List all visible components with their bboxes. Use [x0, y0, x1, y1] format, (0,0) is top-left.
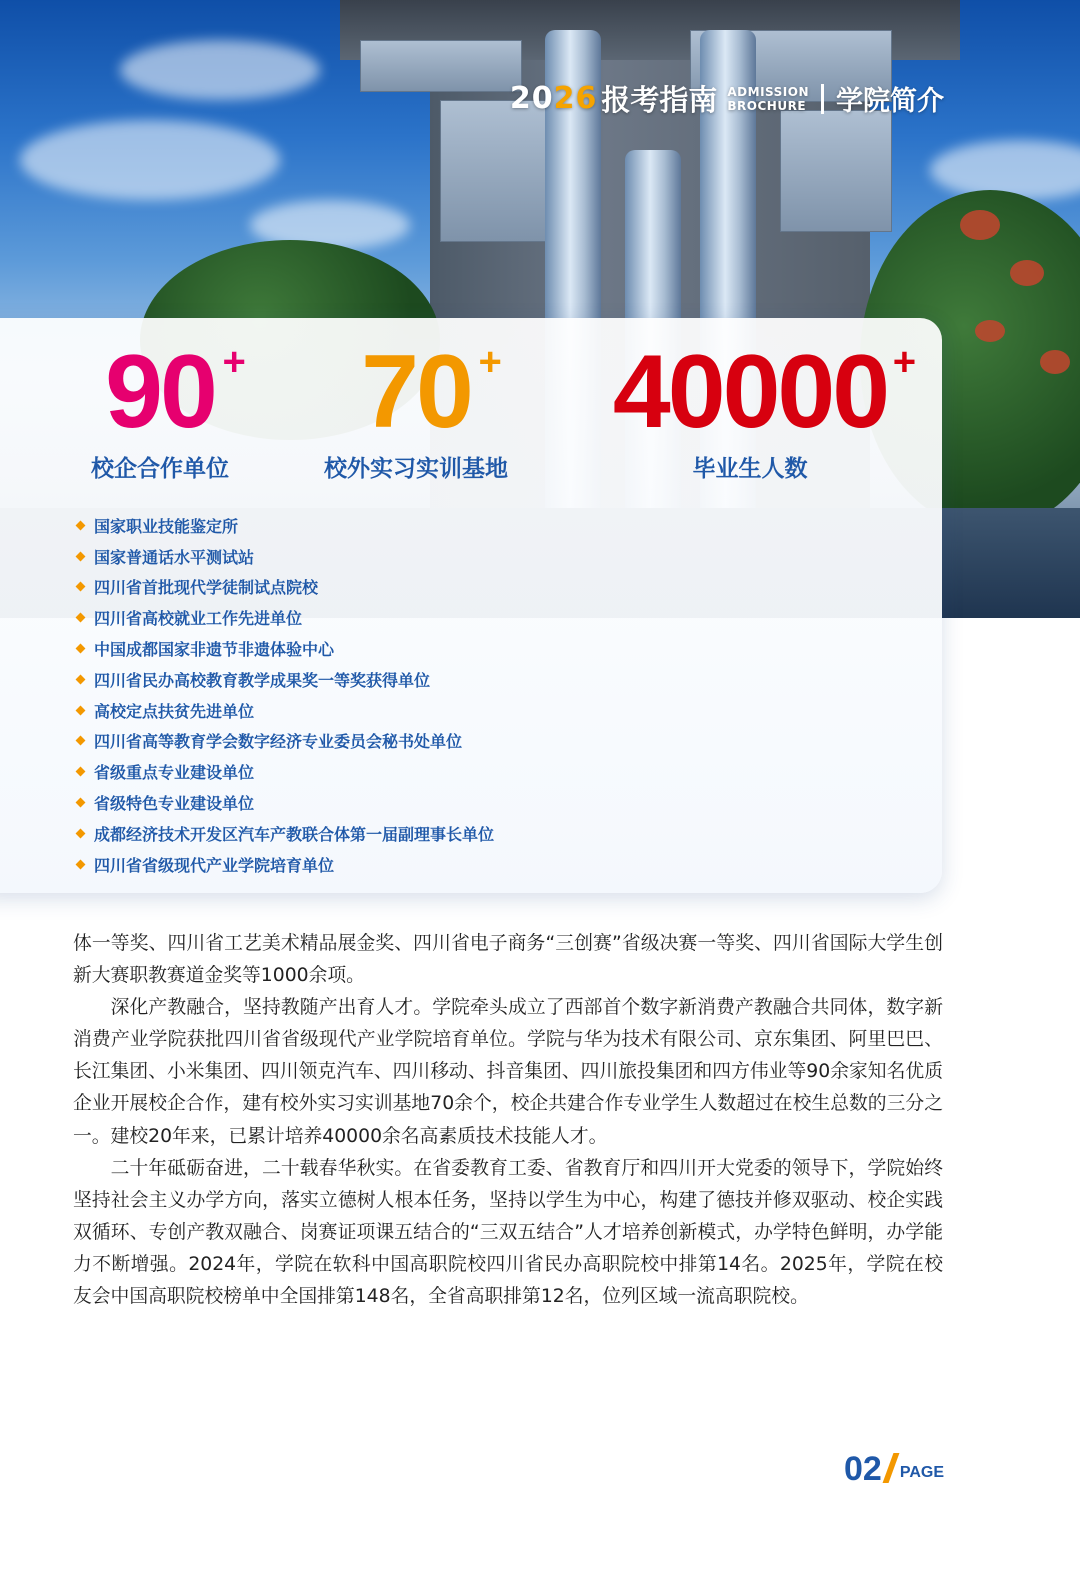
- diamond-bullet-icon: [76, 859, 86, 869]
- header-guide-title: 报考指南: [601, 83, 718, 117]
- list-item: 成都经济技术开发区汽车产教联合体第一届副理事长单位: [74, 818, 494, 849]
- honors-list: [74, 510, 494, 880]
- paragraph: 深化产教融合，坚持教随产出育人才。学院牵头成立了西部首个数字新消费产教融合共同体，数字新消费产业学院获批四川省省级现代产业学院培育单位。学院与华为技术有限公司、京东集团、阿里巴巴、长江集团、小米集团、四川领克汽车、四川移动、抖音集团、四川旅投集团和四方伟业等90余家知名优质企业开展校企合作，建有校外实习实训基地70余个，校企共建合作专业学生人数超过在校生总数的三分之一。建校20年来，已累计培养40000余名高素质技术技能人才。: [73, 997, 943, 1147]
- diamond-bullet-icon: [76, 520, 86, 530]
- paragraph: 二十年砥砺奋进，二十载春华秋实。在省委教育工委、省教育厅和四川开大党委的领导下，学院始终坚持社会主义办学方向，落实立德树人根本任务，坚持以学生为中心，构建了德技并修双驱动、校企实践双循环、专创产教双融合、岗赛证项课五结合的“三双五结合”人才培养创新模式，办学特色鲜明，办学能力不断增强。2024年，学院在软科中国高职院校四川省民办高职院校中排第14名。2025年，学院在校友会中国高职院校榜单中全国排第148名，全省高职排第12名，位列区域一流高职院校。: [73, 1157, 943, 1308]
- diamond-bullet-icon: [76, 674, 86, 684]
- stat-plus: +: [478, 340, 499, 384]
- diamond-bullet-icon: [76, 828, 86, 838]
- stat-plus: +: [222, 340, 243, 384]
- stat-label: 毕业生人数: [692, 456, 808, 482]
- paragraph: 体一等奖、四川省工艺美术精品展金奖、四川省电子商务“三创赛”省级决赛一等奖、四川省国际大学生创新大赛职教赛道金奖等1000余项。: [73, 933, 943, 987]
- diamond-bullet-icon: [76, 582, 86, 592]
- list-item: 四川省高等教育学会数字经济专业委员会秘书处单位: [74, 726, 494, 757]
- diamond-bullet-icon: [76, 736, 86, 746]
- list-item: 四川省民办高校教育教学成果奖一等奖获得单位: [74, 664, 494, 695]
- diamond-bullet-icon: [76, 767, 86, 777]
- brochure-header: [510, 78, 944, 119]
- stat-label: 校外实习实训基地: [324, 456, 508, 482]
- list-item: 省级特色专业建设单位: [74, 787, 494, 818]
- list-item: 中国成都国家非遗节非遗体验中心: [74, 633, 494, 664]
- list-item: 四川省高校就业工作先进单位: [74, 602, 494, 633]
- header-section-title: 学院简介: [836, 86, 944, 117]
- slash-icon: [882, 1453, 899, 1483]
- list-item: 省级重点专业建设单位: [74, 756, 494, 787]
- header-divider: [821, 84, 824, 114]
- body-text: [73, 928, 943, 1313]
- list-item: 高校定点扶贫先进单位: [74, 695, 494, 726]
- stat-value: 90: [105, 334, 215, 450]
- header-english: ADMISSION BROCHURE: [727, 84, 809, 113]
- page-number-value: 02: [844, 1450, 882, 1488]
- diamond-bullet-icon: [76, 551, 86, 561]
- stat-bases: [318, 334, 514, 483]
- list-item: 国家普通话水平测试站: [74, 541, 494, 572]
- page-word: PAGE: [899, 1464, 944, 1481]
- stat-graduates: [600, 334, 914, 483]
- diamond-bullet-icon: [76, 798, 86, 808]
- list-item: 国家职业技能鉴定所: [74, 510, 494, 541]
- diamond-bullet-icon: [76, 705, 86, 715]
- header-year: 2026: [509, 81, 598, 116]
- page-number: [844, 1452, 944, 1486]
- list-item: 四川省首批现代学徒制试点院校: [74, 572, 494, 603]
- stat-label: 校企合作单位: [91, 456, 229, 482]
- stat-value: 70: [361, 334, 471, 450]
- list-item: 四川省省级现代产业学院培育单位: [74, 849, 494, 880]
- stat-value: 40000: [612, 334, 888, 450]
- stat-partners: [70, 334, 250, 483]
- stat-plus: +: [892, 340, 914, 384]
- diamond-bullet-icon: [76, 613, 86, 623]
- diamond-bullet-icon: [76, 644, 86, 654]
